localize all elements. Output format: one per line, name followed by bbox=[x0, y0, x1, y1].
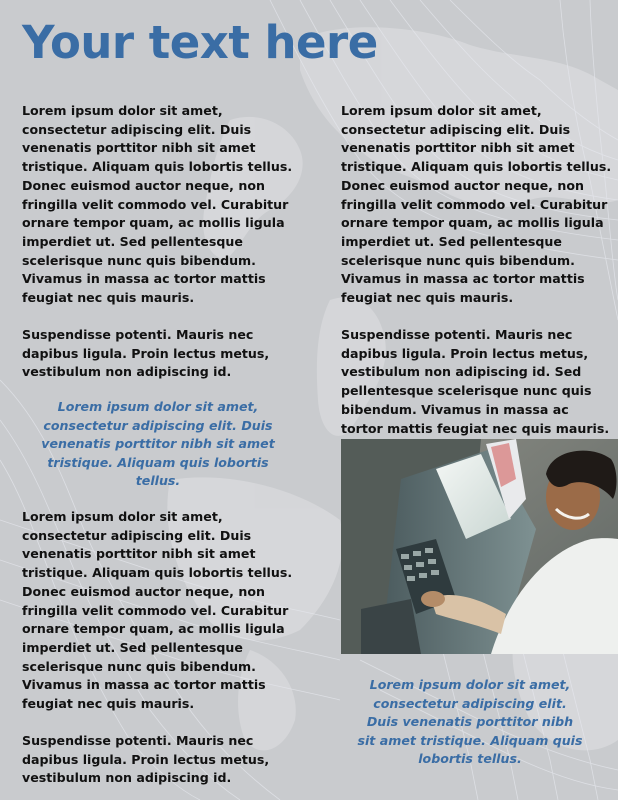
left-body-paragraph-4: Suspendisse potenti. Mauris nec dapibus ligula. Proin lectus metus, vestibulum non adipiscing id. bbox=[22, 733, 270, 786]
right-body-paragraph-2: Suspendisse potenti. Mauris nec dapibus ligula. Proin lectus metus, vestibulum non adipiscing id. Sed pellentesque scelerisque nunc quis bibendum. Vivamus in massa ac tortor mattis feugiat nec quis mauris. bbox=[341, 327, 610, 436]
left-pull-quote: Lorem ipsum dolor sit amet, consectetur adipiscing elit. Duis venenatis porttitor nibh sit amet tristique. Aliquam quis lobortis tellus. bbox=[41, 399, 275, 488]
right-pull-quote: Lorem ipsum dolor sit amet, consectetur adipiscing elit. Duis venenatis porttitor nibh sit amet tristique. Aliquam quis lobortis tellus. bbox=[357, 677, 583, 766]
atm-photo bbox=[341, 439, 618, 654]
left-body-paragraph-1: Lorem ipsum dolor sit amet, consectetur adipiscing elit. Duis venenatis porttitor nibh sit amet tristique. Aliquam quis lobortis tellus. Donec euismod auctor neque, non fringilla velit commodo vel. Curabitur ornare tempor quam, ac mollis ligula imperdiet ut. Sed pellentesque scelerisque nunc quis bibendum. Vivamus in massa ac tortor mattis feugiat nec quis mauris. bbox=[22, 103, 293, 306]
left-body-paragraph-3: Lorem ipsum dolor sit amet, consectetur adipiscing elit. Duis venenatis porttitor nibh sit amet tristique. Aliquam quis lobortis tellus. Donec euismod auctor neque, non fringilla velit commodo vel. Curabitur ornare tempor quam, ac mollis ligula imperdiet ut. Sed pellentesque scelerisque nunc quis bibendum. Vivamus in massa ac tortor mattis feugiat nec quis mauris. bbox=[22, 509, 293, 712]
right-body-paragraph-1: Lorem ipsum dolor sit amet, consectetur adipiscing elit. Duis venenatis porttitor nibh sit amet tristique. Aliquam quis lobortis tellus. Donec euismod auctor neque, non fringilla velit commodo vel. Curabitur ornare tempor quam, ac mollis ligula imperdiet ut. Sed pellentesque scelerisque nunc quis bibendum. Vivamus in massa ac tortor mattis feugiat nec quis mauris. bbox=[341, 103, 612, 306]
left-body-paragraph-2: Suspendisse potenti. Mauris nec dapibus ligula. Proin lectus metus, vestibulum non adipiscing id. bbox=[22, 327, 270, 380]
page-title: Your text here bbox=[22, 16, 378, 69]
